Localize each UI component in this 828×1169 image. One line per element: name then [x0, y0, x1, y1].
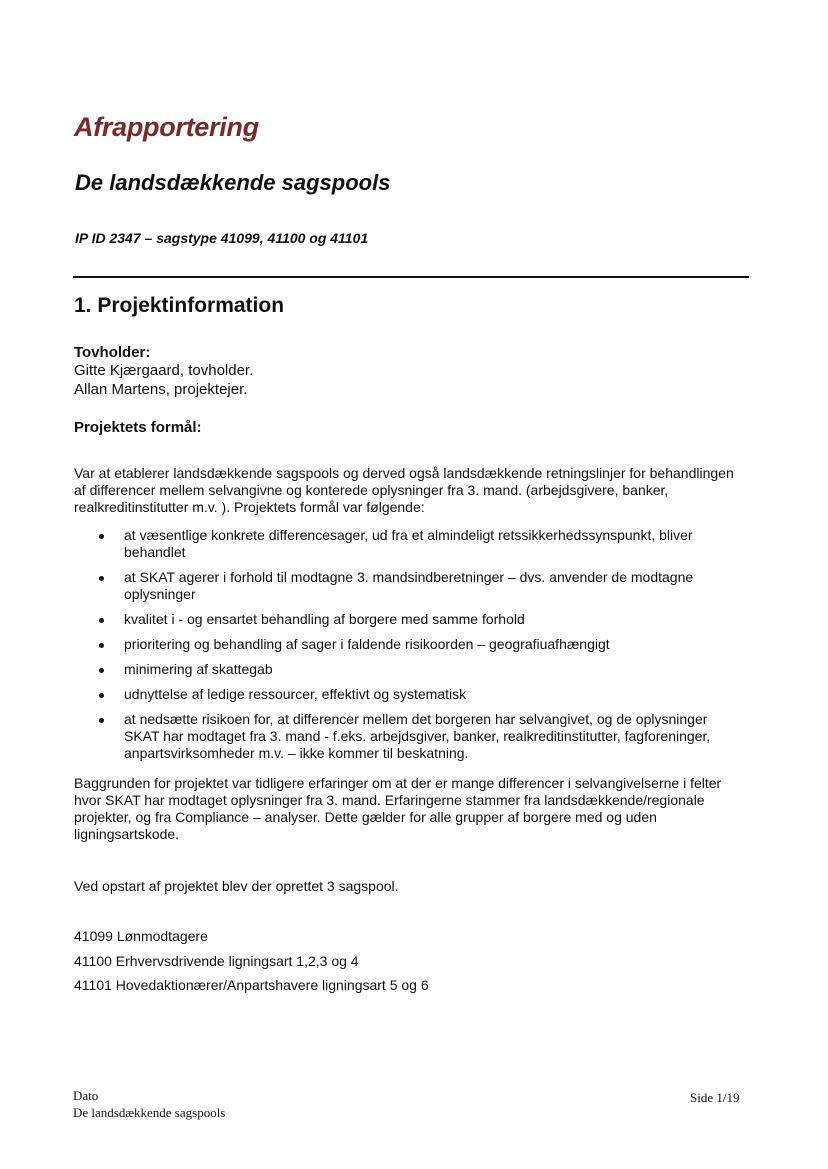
list-item-text: kvalitet i - og ensartet behandling af borgere med samme forhold	[124, 611, 525, 627]
list-item-text: at SKAT agerer i forhold til modtagne 3. mandsindberetninger – dvs. anvender de modtagne oplysninger	[124, 569, 694, 602]
list-item	[74, 661, 746, 678]
background-paragraph: Baggrunden for projektet var tidligere erfaringer om at der er mange differencer i selvangivelserne i felter hvor SKAT har modtaget oplysninger fra 3. mand. Erfaringerne stammer fra landsdækkende/regionale projekter, og fra Compliance – analyser. Dette gælder for alle grupper af borgere med og uden ligningsartskode.	[74, 775, 722, 842]
list-item	[74, 711, 746, 762]
formal-intro-paragraph: Var at etablerer landsdækkende sagspools og derved også landsdækkende retningslinjer for behandlingen af differencer mellem selvangivne og konterede oplysninger fra 3. mand. (arbejdsgivere, banker, realkreditinstitutter m.v. ). Projektets formål var følgende:	[74, 465, 734, 515]
list-item	[74, 611, 746, 628]
formal-bullet-list	[74, 527, 746, 770]
ip-id-line: IP ID 2347 – sagstype 41099, 41100 og 41101	[75, 230, 369, 246]
document-subtitle: De landsdækkende sagspools	[75, 170, 391, 195]
list-item-text: udnyttelse af ledige ressourcer, effektivt og systematisk	[124, 686, 467, 702]
formal-label: Projektets formål:	[74, 419, 202, 436]
list-item-text: prioritering og behandling af sager i faldende risikoorden – geografiuafhængigt	[124, 636, 610, 652]
list-item-text: minimering af skattegab	[124, 661, 273, 677]
bullet-icon	[99, 534, 104, 539]
section-heading: 1. Projektinformation	[74, 294, 285, 317]
list-item	[74, 527, 746, 561]
tovholder-label: Tovholder:	[74, 344, 151, 361]
bullet-icon	[99, 718, 104, 723]
document-title: Afrapportering	[74, 112, 259, 142]
bullet-icon	[99, 643, 104, 648]
projektejer-line: Allan Martens, projektejer.	[74, 381, 248, 398]
footer-page-number: Side 1/19	[690, 1090, 740, 1105]
bullet-icon	[99, 668, 104, 673]
bullet-icon	[99, 618, 104, 623]
list-item-text: at væsentlige konkrete differencesager, ud fra et almindeligt retssikkerhedssynspunkt, bliver behandlet	[124, 527, 693, 560]
pool-item: 41099 Lønmodtagere	[74, 928, 208, 944]
footer-date-label: Dato	[73, 1088, 99, 1103]
pool-item: 41100 Erhvervsdrivende ligningsart 1,2,3 og 4	[74, 953, 359, 969]
bullet-icon	[99, 693, 104, 698]
list-item	[74, 569, 746, 603]
list-item	[74, 686, 746, 703]
pool-item: 41101 Hovedaktionærer/Anpartshavere ligningsart 5 og 6	[74, 977, 429, 993]
header-divider	[73, 276, 749, 278]
bullet-icon	[99, 576, 104, 581]
tovholder-line: Gitte Kjærgaard, tovholder.	[74, 362, 254, 379]
list-item-text: at nedsætte risikoen for, at differencer mellem det borgeren har selvangivet, og de oplysninger SKAT har modtaget fra 3. mand - f.eks. arbejdsgiver, banker, realkreditinstitutter, fagforeninger, anpartsvirksomheder m.v. – ikke kommer til beskatning.	[124, 711, 711, 761]
footer-doc-name: De landsdækkende sagspools	[73, 1105, 226, 1120]
list-item	[74, 636, 746, 653]
start-text: Ved opstart af projektet blev der oprettet 3 sagspool.	[74, 878, 399, 894]
